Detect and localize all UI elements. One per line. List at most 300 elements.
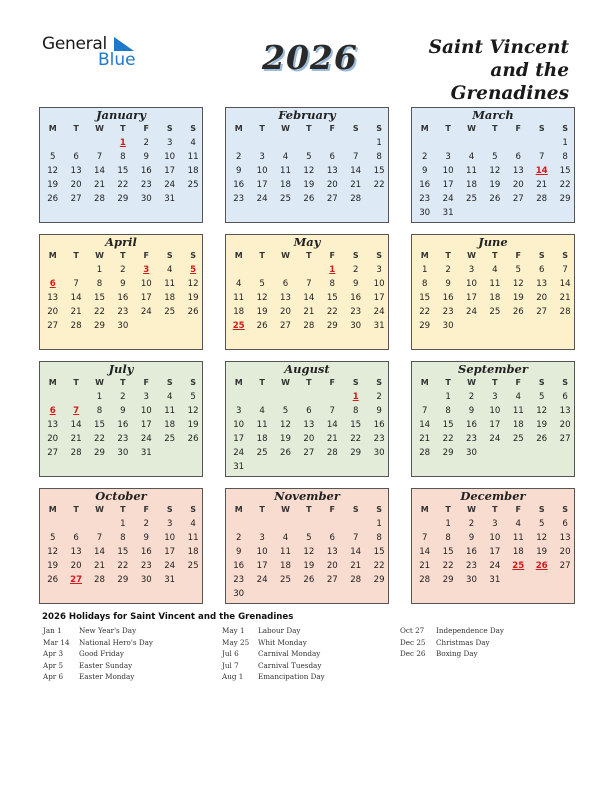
day: 8 (120, 532, 126, 543)
day: 9 (421, 165, 428, 176)
day: 19 (512, 292, 524, 303)
day: 13 (326, 546, 338, 557)
day: 3 (235, 405, 242, 416)
day: 1 (445, 392, 451, 402)
month-october (39, 488, 203, 604)
day: 27 (47, 447, 59, 458)
day: 21 (419, 433, 431, 444)
weekday-label: S (166, 251, 173, 260)
weekday-header (40, 250, 202, 261)
day: 23 (117, 306, 129, 317)
day-grid (40, 517, 202, 603)
day: 1 (120, 519, 126, 529)
day: 1 (445, 519, 451, 529)
day: 23 (350, 306, 362, 317)
day: 29 (117, 193, 129, 204)
month-april (39, 234, 203, 350)
day: 27 (47, 320, 59, 331)
month-name: July (108, 362, 134, 376)
day: 10 (489, 405, 501, 416)
holiday-day: 1 (119, 138, 126, 148)
weekday-label: W (467, 124, 476, 133)
day: 22 (559, 179, 571, 190)
day: 18 (164, 292, 176, 303)
day: 7 (352, 151, 359, 162)
weekday-label: S (376, 378, 382, 387)
day: 31 (373, 320, 385, 331)
holiday-name: Good Friday (79, 649, 124, 659)
holiday-column (400, 626, 570, 661)
day: 16 (140, 546, 152, 557)
day: 16 (466, 546, 477, 557)
day: 4 (515, 519, 522, 529)
month-august (225, 361, 389, 477)
day: 8 (445, 405, 451, 416)
day: 5 (306, 532, 312, 543)
day: 8 (376, 532, 382, 543)
day: 8 (376, 151, 382, 162)
holiday-name: Easter Sunday (79, 660, 133, 670)
day: 24 (233, 447, 245, 458)
day: 22 (373, 560, 385, 571)
weekday-header (226, 377, 388, 388)
day: 6 (562, 519, 568, 529)
day: 21 (536, 179, 548, 190)
day: 20 (512, 179, 524, 190)
day: 24 (466, 306, 477, 317)
day: 2 (468, 519, 475, 529)
weekday-label: S (190, 251, 196, 260)
month-may (225, 234, 389, 350)
month-name: December (460, 489, 526, 503)
day: 7 (73, 278, 79, 289)
day: 26 (303, 193, 315, 204)
day: 10 (256, 546, 268, 557)
day: 18 (512, 419, 524, 430)
day: 26 (187, 433, 199, 444)
day: 22 (94, 433, 105, 444)
day: 25 (280, 574, 291, 585)
day: 5 (49, 532, 56, 543)
day: 8 (421, 278, 428, 289)
holiday-name: Christmas Day (436, 637, 490, 647)
day: 20 (326, 179, 338, 190)
weekday-label: F (329, 251, 336, 260)
day: 9 (468, 532, 475, 543)
day: 15 (419, 292, 431, 303)
weekday-label: W (95, 505, 104, 514)
day: 17 (256, 179, 268, 190)
holiday-row (222, 649, 392, 661)
day: 21 (94, 560, 105, 571)
weekday-label: W (467, 505, 476, 514)
month-september (411, 361, 575, 477)
holiday-name: Whit Monday (258, 637, 307, 647)
day: 30 (233, 588, 245, 599)
day: 12 (303, 165, 315, 176)
holiday-row (400, 638, 570, 650)
day: 19 (536, 546, 548, 557)
weekday-label: T (259, 505, 265, 514)
day: 15 (117, 546, 129, 557)
day: 4 (259, 405, 265, 416)
day: 31 (164, 574, 176, 585)
day: 5 (282, 405, 289, 416)
weekday-label: M (48, 378, 57, 387)
day: 25 (489, 306, 501, 317)
day: 23 (233, 574, 245, 585)
weekday-label: M (234, 124, 243, 133)
holiday-name: Boxing Day (436, 649, 478, 659)
day: 3 (166, 519, 173, 529)
day: 23 (466, 560, 477, 571)
day: 12 (536, 532, 548, 543)
weekday-label: S (166, 505, 173, 514)
day: 2 (468, 392, 475, 402)
day: 1 (96, 392, 103, 402)
day: 11 (512, 532, 524, 543)
weekday-label: W (281, 505, 290, 514)
weekday-label: W (95, 251, 104, 260)
day: 26 (256, 320, 268, 331)
holiday-day: 1 (352, 392, 359, 402)
day: 4 (515, 392, 522, 402)
weekday-label: W (467, 251, 476, 260)
day: 12 (47, 546, 59, 557)
day: 28 (94, 193, 105, 204)
day: 5 (259, 278, 265, 289)
day: 30 (117, 447, 129, 458)
day: 11 (280, 546, 291, 557)
month-december (411, 488, 575, 604)
day: 29 (117, 574, 129, 585)
day: 31 (489, 574, 501, 585)
day: 28 (303, 320, 315, 331)
day: 11 (512, 405, 524, 416)
weekday-label: S (352, 124, 359, 133)
day: 13 (47, 292, 59, 303)
day: 8 (352, 405, 359, 416)
holiday-date: Apr 3 (43, 649, 64, 659)
weekday-header (412, 504, 574, 515)
holiday-name: National Hero's Day (79, 637, 153, 647)
day: 6 (329, 151, 336, 162)
holiday-name: Independence Day (436, 626, 504, 635)
weekday-label: T (306, 124, 312, 133)
day: 10 (164, 532, 176, 543)
day: 24 (164, 179, 176, 190)
day: 19 (256, 306, 268, 317)
day: 25 (280, 193, 291, 204)
weekday-label: T (73, 505, 79, 514)
holiday-date: Mar 14 (43, 637, 70, 647)
day: 2 (421, 151, 428, 162)
weekday-label: T (259, 378, 265, 387)
day: 24 (164, 560, 176, 571)
day: 10 (489, 532, 501, 543)
day: 21 (559, 292, 571, 303)
month-name: March (472, 108, 514, 122)
day: 23 (140, 560, 152, 571)
day: 14 (94, 165, 105, 176)
day: 6 (515, 151, 522, 162)
weekday-label: W (281, 251, 290, 260)
weekday-header (226, 123, 388, 134)
day: 19 (489, 179, 501, 190)
weekday-label: M (234, 251, 243, 260)
day: 7 (306, 278, 312, 289)
day: 23 (442, 306, 454, 317)
day: 14 (70, 292, 82, 303)
day: 26 (187, 306, 199, 317)
holiday-day: 7 (73, 405, 80, 416)
day: 17 (233, 433, 245, 444)
weekday-label: T (492, 378, 498, 387)
day: 28 (419, 574, 431, 585)
day-grid (40, 136, 202, 222)
day: 12 (187, 278, 199, 289)
day: 6 (562, 392, 568, 402)
day: 20 (47, 306, 59, 317)
day: 25 (187, 560, 199, 571)
day: 31 (233, 461, 245, 472)
day: 17 (466, 292, 477, 303)
day-grid (412, 136, 574, 222)
day: 19 (47, 179, 59, 190)
day: 22 (442, 560, 454, 571)
holiday-row (43, 649, 213, 661)
day: 14 (350, 165, 362, 176)
day: 10 (442, 165, 454, 176)
weekday-label: T (492, 124, 498, 133)
day-grid (40, 390, 202, 476)
day: 3 (143, 392, 150, 402)
day: 19 (187, 419, 199, 430)
day: 10 (140, 405, 152, 416)
day: 15 (94, 419, 105, 430)
day: 3 (166, 138, 173, 148)
weekday-label: T (73, 378, 79, 387)
day: 10 (256, 165, 268, 176)
day: 21 (326, 433, 338, 444)
day: 29 (442, 447, 454, 458)
day: 7 (96, 151, 103, 162)
day-grid (226, 263, 388, 349)
day: 3 (445, 151, 451, 162)
day: 7 (352, 532, 359, 543)
weekday-label: M (234, 505, 243, 514)
day: 1 (376, 138, 382, 148)
day: 13 (326, 165, 338, 176)
holiday-day: 6 (49, 278, 56, 289)
day: 29 (350, 447, 362, 458)
day: 11 (164, 405, 176, 416)
month-march (411, 107, 575, 223)
day: 18 (187, 546, 199, 557)
day: 8 (562, 151, 568, 162)
day: 15 (442, 419, 454, 430)
day: 2 (235, 532, 242, 543)
day: 3 (259, 151, 265, 162)
logo (42, 34, 142, 70)
day: 6 (73, 532, 79, 543)
day: 20 (326, 560, 338, 571)
holiday-day: 6 (49, 405, 56, 416)
weekday-header (40, 123, 202, 134)
day: 29 (326, 320, 338, 331)
day: 8 (96, 405, 103, 416)
weekday-label: S (166, 124, 173, 133)
day: 11 (187, 151, 199, 162)
day: 9 (376, 405, 382, 416)
day: 4 (190, 519, 196, 529)
weekday-label: T (73, 124, 79, 133)
day: 23 (140, 179, 152, 190)
day: 18 (233, 306, 245, 317)
day: 13 (70, 546, 82, 557)
day: 13 (559, 532, 571, 543)
holiday-day: 25 (512, 560, 525, 571)
day: 21 (70, 306, 82, 317)
day: 23 (373, 433, 385, 444)
day: 30 (419, 207, 431, 218)
day: 1 (96, 265, 103, 275)
weekday-label: F (329, 505, 336, 514)
weekday-label: M (420, 505, 429, 514)
day: 15 (117, 165, 129, 176)
weekday-label: W (467, 378, 476, 387)
weekday-label: T (445, 124, 451, 133)
day: 28 (536, 193, 548, 204)
day: 16 (466, 419, 477, 430)
day: 3 (376, 265, 382, 275)
day: 20 (559, 419, 571, 430)
day: 28 (350, 193, 362, 204)
day: 25 (512, 433, 524, 444)
day: 18 (280, 560, 291, 571)
day: 4 (492, 265, 498, 275)
holiday-name: Labour Day (258, 626, 301, 635)
day: 4 (282, 151, 289, 162)
day: 22 (117, 179, 129, 190)
weekday-label: T (73, 251, 79, 260)
day: 3 (259, 532, 265, 543)
day: 24 (256, 574, 268, 585)
holiday-name: New Year's Day (79, 626, 137, 635)
month-name: February (278, 108, 336, 122)
day: 12 (280, 419, 291, 430)
day: 10 (164, 151, 176, 162)
day: 5 (190, 392, 196, 402)
day: 13 (70, 165, 82, 176)
holiday-date: May 1 (222, 626, 245, 635)
weekday-label: F (143, 124, 150, 133)
day: 28 (70, 447, 82, 458)
day: 12 (489, 165, 501, 176)
day: 26 (47, 193, 59, 204)
day: 14 (350, 546, 362, 557)
holiday-day: 25 (232, 320, 245, 331)
day-grid (226, 136, 388, 222)
day: 8 (329, 278, 336, 289)
day: 20 (303, 433, 315, 444)
holiday-row (400, 626, 570, 638)
holiday-date: Jul 6 (222, 649, 239, 659)
month-name: May (293, 235, 321, 249)
day: 5 (538, 392, 545, 402)
day: 3 (468, 265, 475, 275)
day: 21 (350, 560, 362, 571)
day: 4 (282, 532, 289, 543)
day: 2 (235, 151, 242, 162)
day: 13 (303, 419, 315, 430)
day: 31 (442, 207, 454, 218)
holiday-date: Jul 7 (222, 660, 239, 670)
day: 29 (94, 447, 105, 458)
month-november (225, 488, 389, 604)
weekday-label: T (120, 124, 126, 133)
day: 16 (117, 419, 129, 430)
day: 10 (140, 278, 152, 289)
weekday-header (40, 377, 202, 388)
day: 19 (187, 292, 199, 303)
day: 13 (47, 419, 59, 430)
holiday-row (43, 661, 213, 673)
weekday-label: M (48, 505, 57, 514)
day: 15 (559, 165, 571, 176)
day: 6 (306, 405, 312, 416)
day: 15 (350, 419, 362, 430)
day-grid (412, 390, 574, 476)
weekday-label: S (376, 251, 382, 260)
day: 21 (419, 560, 431, 571)
day: 28 (350, 574, 362, 585)
holiday-day: 3 (143, 265, 150, 275)
day: 2 (352, 265, 359, 275)
day: 15 (442, 546, 454, 557)
weekday-label: M (48, 124, 57, 133)
day: 21 (70, 433, 82, 444)
weekday-label: S (562, 505, 568, 514)
day: 5 (538, 519, 545, 529)
weekday-label: S (538, 505, 545, 514)
weekday-label: T (492, 251, 498, 260)
day: 12 (187, 405, 199, 416)
day: 13 (559, 405, 571, 416)
weekday-label: S (376, 505, 382, 514)
weekday-label: M (48, 251, 57, 260)
day: 14 (303, 292, 315, 303)
logo-general-text: General (42, 34, 107, 54)
weekday-label: F (515, 505, 522, 514)
holiday-date: Apr 6 (43, 672, 64, 682)
day: 4 (468, 151, 475, 162)
weekday-label: S (538, 378, 545, 387)
day: 23 (466, 433, 477, 444)
day: 5 (492, 151, 498, 162)
day: 23 (419, 193, 431, 204)
day: 29 (419, 320, 431, 331)
weekday-label: T (445, 505, 451, 514)
day: 9 (120, 278, 126, 289)
day: 30 (350, 320, 362, 331)
day: 26 (47, 574, 59, 585)
day: 15 (373, 165, 385, 176)
month-name: June (478, 235, 508, 249)
day: 13 (536, 278, 548, 289)
day: 16 (233, 179, 245, 190)
day: 21 (94, 179, 105, 190)
